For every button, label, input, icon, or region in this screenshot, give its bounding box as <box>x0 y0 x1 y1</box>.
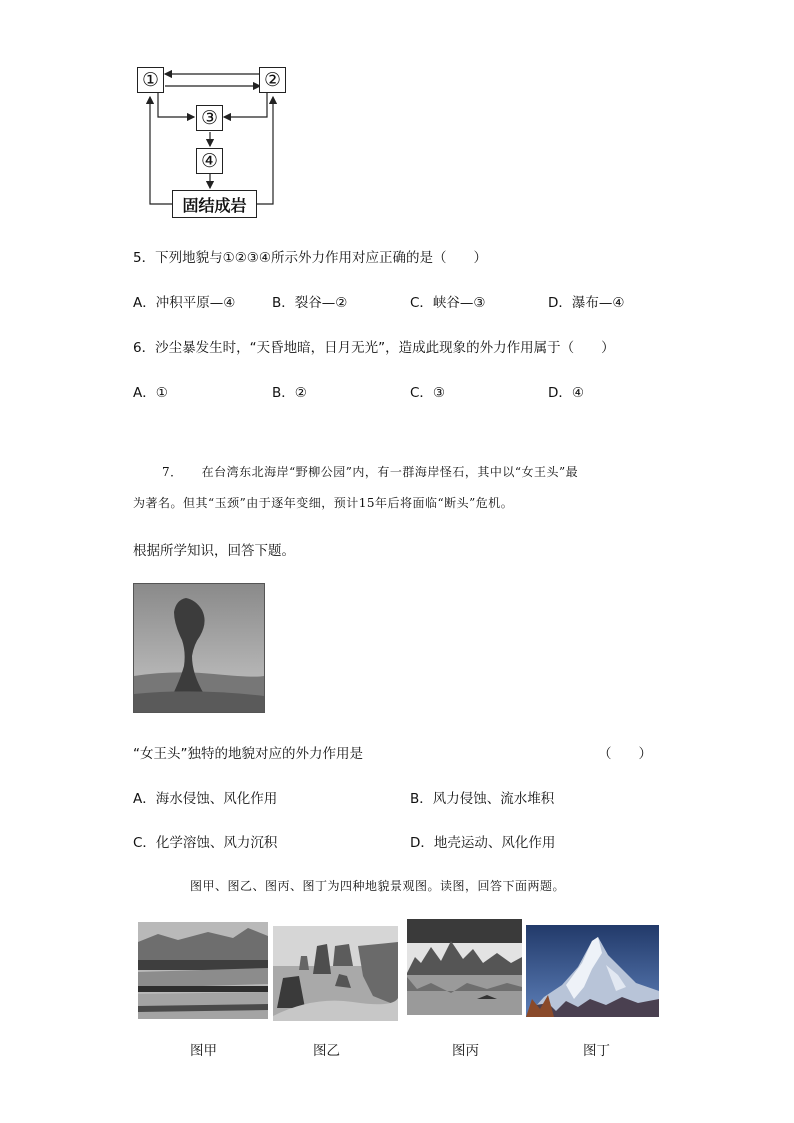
node-2: ② <box>259 67 286 93</box>
queens-head-photo <box>133 583 265 713</box>
landscape-photo-ding <box>526 925 659 1017</box>
q7-intro-line2: 为著名。但其“玉颈”由于逐年变细，预计15年后将面临“断头”危机。 <box>133 496 514 510</box>
node-4: ④ <box>196 148 223 174</box>
q5-option-d[interactable]: D．瀑布—④ <box>548 295 625 311</box>
q7-option-c[interactable]: C．化学溶蚀、风力沉积 <box>133 835 278 851</box>
q8-intro: 图甲、图乙、图丙、图丁为四种地貌景观图。读图，回答下面两题。 <box>190 879 566 893</box>
node-1: ① <box>137 67 164 93</box>
q5-option-a[interactable]: A．冲积平原—④ <box>133 295 236 311</box>
landscape-photo-bing <box>407 919 522 1015</box>
q7-question: “女王头”独特的地貌对应的外力作用是 <box>133 746 363 762</box>
rock-node: 固结成岩 <box>172 190 257 218</box>
node-3: ③ <box>196 105 223 131</box>
q6-stem: 6．沙尘暴发生时，“天昏地暗，日月无光”，造成此现象的外力作用属于（ ） <box>133 340 615 356</box>
q5-option-b[interactable]: B．裂谷—② <box>272 295 348 311</box>
caption-jia: 图甲 <box>190 1043 217 1059</box>
q6-option-c[interactable]: C．③ <box>410 385 446 401</box>
caption-ding: 图丁 <box>583 1043 610 1059</box>
q7-answer-blank: （ ） <box>598 746 652 762</box>
rock-cycle-diagram <box>130 60 300 225</box>
caption-yi: 图乙 <box>313 1043 340 1059</box>
q7-intro-line1: 7． 在台湾东北海岸“野柳公园”内，有一群海岸怪石，其中以“女王头”最 <box>162 465 579 479</box>
q6-option-a[interactable]: A．① <box>133 385 168 401</box>
q7-option-d[interactable]: D．地壳运动、风化作用 <box>410 835 556 851</box>
q6-option-d[interactable]: D．④ <box>548 385 584 401</box>
landscape-photo-jia <box>138 922 268 1019</box>
q5-stem: 5．下列地貌与①②③④所示外力作用对应正确的是（ ） <box>133 250 487 266</box>
q6-option-b[interactable]: B．② <box>272 385 307 401</box>
q5-option-c[interactable]: C．峡谷—③ <box>410 295 486 311</box>
q7-prompt: 根据所学知识，回答下题。 <box>133 543 295 559</box>
landscape-photo-yi <box>273 926 398 1021</box>
caption-bing: 图丙 <box>452 1043 479 1059</box>
q7-option-a[interactable]: A．海水侵蚀、风化作用 <box>133 791 278 807</box>
q7-option-b[interactable]: B．风力侵蚀、流水堆积 <box>410 791 555 807</box>
